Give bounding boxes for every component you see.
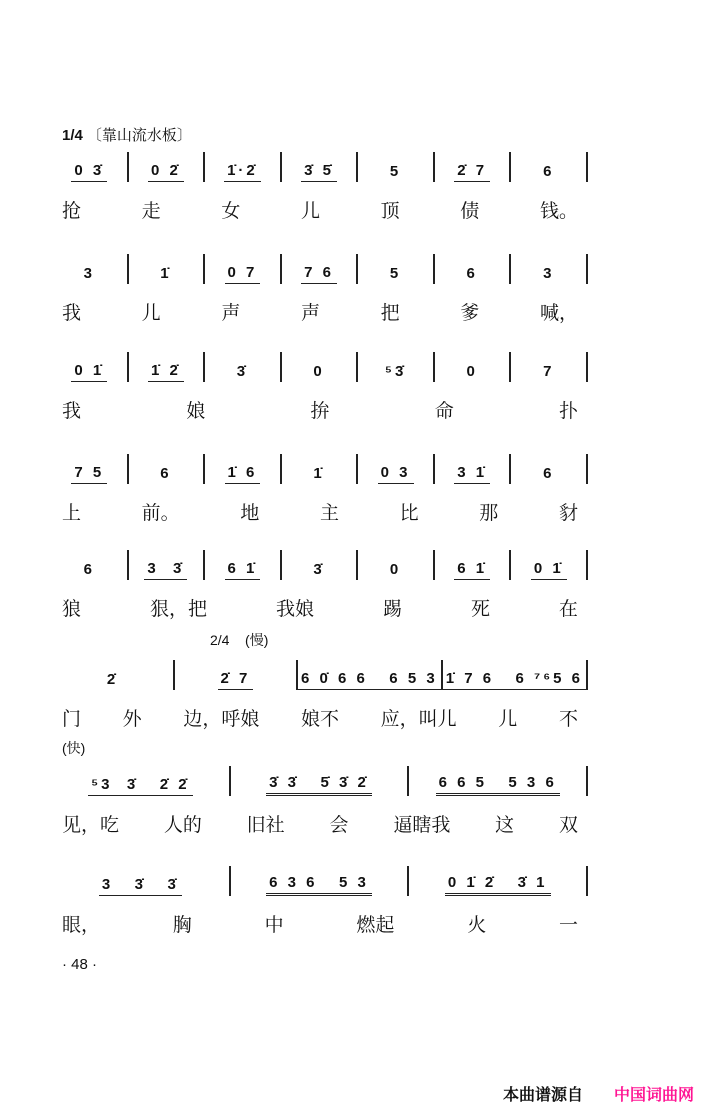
measure	[511, 363, 586, 382]
lyric: 娘	[186, 401, 206, 422]
barline	[586, 550, 588, 580]
lyric: 在	[558, 599, 578, 620]
notes-line	[52, 254, 588, 284]
time-signature: 1/4	[62, 127, 83, 144]
lyric: 儿	[141, 303, 161, 324]
notes-line	[52, 766, 588, 796]
lyric: 中	[264, 915, 284, 936]
section-header	[62, 124, 192, 145]
measure	[298, 670, 441, 690]
measure	[129, 560, 204, 580]
measure-notes: 2̇ 7	[218, 670, 254, 690]
lyric: 旧社	[246, 815, 285, 836]
notes-line	[52, 152, 588, 182]
measure	[282, 465, 357, 484]
measure-notes: 3	[543, 265, 555, 282]
measure	[511, 465, 586, 484]
measure	[358, 464, 433, 484]
measure	[129, 465, 204, 484]
notes-line	[52, 454, 588, 484]
lyric: 边，呼娘	[183, 709, 260, 730]
measure-notes: 3̇ 3̇ 5̇ 3̇ 2̇	[266, 774, 372, 796]
lyric: 人的	[163, 815, 202, 836]
measure-notes: 6 1̇	[225, 560, 261, 580]
lyric: 我	[62, 303, 82, 324]
lyric: 狼	[62, 599, 82, 620]
measure	[52, 464, 127, 484]
lyric: 火	[467, 915, 487, 936]
barline	[586, 254, 588, 284]
measure-notes: ⁵3̇	[384, 363, 407, 380]
lyric: 一	[558, 915, 578, 936]
measure	[409, 874, 586, 896]
barline	[586, 866, 588, 896]
measure-notes: ⁵3 3̇ 2̇ 2̇	[88, 776, 192, 796]
lyric: 地	[240, 503, 260, 524]
measure	[129, 162, 204, 182]
measure	[205, 560, 280, 580]
score-row	[52, 254, 588, 325]
lyric: 声	[300, 303, 320, 324]
footer-site-link[interactable]: 中国词曲网	[614, 1087, 695, 1104]
measure	[205, 264, 280, 284]
lyric: 比	[399, 503, 419, 524]
lyric: 爹	[460, 303, 480, 324]
measure-notes: 5	[389, 163, 402, 180]
lyric: 外	[122, 709, 142, 730]
measure-notes: 0 1̇ 2̇ 3̇ 1	[445, 874, 551, 896]
measure-notes: 6	[160, 465, 172, 482]
barline	[586, 352, 588, 382]
lyrics-line	[52, 396, 588, 423]
measure	[205, 363, 280, 382]
lyric: 这	[495, 815, 515, 836]
measure	[52, 561, 127, 580]
score-row	[52, 660, 588, 731]
measure	[52, 265, 127, 284]
measure	[282, 162, 357, 182]
measure-notes: 7 5	[71, 464, 107, 484]
lyric: 命	[434, 401, 454, 422]
measure-notes: 2̇	[106, 671, 119, 688]
measure-notes: 1̇	[160, 265, 172, 282]
notes-line	[52, 352, 588, 382]
lyrics-line	[52, 298, 588, 325]
measure	[231, 774, 408, 796]
score-row	[52, 152, 588, 223]
tempo-slow-mark: (慢)	[245, 632, 269, 648]
lyric: 主	[319, 503, 339, 524]
lyric: 前。	[141, 503, 180, 524]
measure-notes: 0 7	[225, 264, 261, 284]
lyric: 女	[221, 201, 241, 222]
lyric: 娘不	[300, 709, 339, 730]
measure	[511, 560, 586, 580]
lyric: 应，叫儿	[380, 709, 457, 730]
lyric: 双	[558, 815, 578, 836]
measure-notes: 3 3̇	[144, 560, 187, 580]
score-row	[52, 454, 588, 525]
tempo-fast-mark: (快)	[62, 740, 86, 756]
measure-notes: 0 3̇	[71, 162, 107, 182]
measure	[358, 265, 433, 284]
lyric: 声	[221, 303, 241, 324]
measure-notes: 1̇·2̇	[224, 162, 261, 182]
style-name: 〔靠山流水板〕	[86, 127, 192, 144]
lyric: 狠，把	[149, 599, 207, 620]
lyric: 见，吃	[62, 815, 120, 836]
lyric: 拚	[310, 401, 330, 422]
barline	[586, 660, 588, 690]
page-number: · 48 ·	[62, 956, 98, 973]
measure-notes: 1̇	[313, 465, 325, 482]
score-row	[52, 866, 588, 937]
measure-notes: 0 1̇	[71, 362, 107, 382]
measure	[435, 560, 510, 580]
measure-notes: 1̇ 6	[225, 464, 261, 484]
measure	[282, 264, 357, 284]
measure-notes: 6	[543, 465, 555, 482]
measure-notes: 2̇ 7	[454, 162, 490, 182]
measure-notes: 6 0̇ 6 6 6 5 3	[298, 670, 441, 690]
measure	[129, 265, 204, 284]
measure-notes: 7 6	[301, 264, 337, 284]
lyric: 胸	[172, 915, 192, 936]
measure-notes: 3	[83, 265, 95, 282]
measure-notes: 6	[83, 561, 95, 578]
lyric: 上	[62, 503, 82, 524]
measure-notes: 5	[389, 265, 402, 282]
measure-notes: 3 1̇	[454, 464, 490, 484]
measure-notes: 0	[389, 561, 402, 578]
measure	[409, 774, 586, 796]
measure-notes: 3̇	[313, 561, 325, 578]
score-row	[52, 550, 588, 621]
lyric: 抢	[62, 201, 82, 222]
measure	[52, 671, 173, 690]
measure	[511, 163, 586, 182]
measure	[511, 265, 586, 284]
score-row	[52, 352, 588, 423]
notes-line	[52, 866, 588, 896]
measure-notes: 3̇	[236, 363, 249, 380]
time-signature-2-4: 2/4	[210, 632, 230, 648]
barline	[586, 766, 588, 796]
tempo-slow-label	[210, 630, 268, 650]
measure-notes: 6 6 5 5 3 6	[436, 774, 560, 796]
measure-notes: 6	[543, 163, 555, 180]
measure	[231, 874, 408, 896]
lyric: 债	[460, 201, 480, 222]
measure-notes: 0 1̇	[531, 560, 567, 580]
measure	[52, 362, 127, 382]
measure	[52, 162, 127, 182]
measure	[435, 363, 510, 382]
measure	[358, 561, 433, 580]
measure	[52, 776, 229, 796]
barline	[586, 454, 588, 484]
measure-notes: 0 2̇	[148, 162, 184, 182]
measure-notes: 0 3	[378, 464, 414, 484]
measure-notes: 3 3̇ 3̇	[99, 876, 182, 896]
measure	[358, 163, 433, 182]
measure-notes: 7	[543, 363, 555, 380]
measure-notes: 0	[466, 363, 478, 380]
lyric: 顶	[380, 201, 400, 222]
measure-notes: 6	[466, 265, 478, 282]
lyric: 逼瞎我	[393, 815, 451, 836]
lyrics-line	[52, 594, 588, 621]
lyric: 死	[470, 599, 490, 620]
measure-notes: 1̇ 2̇	[148, 362, 184, 382]
measure	[175, 670, 296, 690]
measure-notes: 0	[313, 363, 325, 380]
measure	[435, 464, 510, 484]
lyric: 会	[329, 815, 349, 836]
measure	[205, 464, 280, 484]
measure	[435, 162, 510, 182]
lyrics-line	[52, 810, 588, 837]
lyric: 眼，	[62, 915, 101, 936]
lyrics-line	[52, 704, 588, 731]
lyric: 那	[479, 503, 499, 524]
measure	[358, 363, 433, 382]
lyrics-line	[52, 498, 588, 525]
lyrics-line	[52, 910, 588, 937]
lyric: 我娘	[275, 599, 314, 620]
lyric: 我	[62, 401, 82, 422]
measure-notes: 6 3 6 5 3	[266, 874, 372, 896]
lyric: 儿	[300, 201, 320, 222]
lyric: 燃起	[356, 915, 395, 936]
lyric: 钱。	[539, 201, 578, 222]
lyric: 喊，	[539, 303, 578, 324]
measure-notes: 1̇ 7 6 6 ⁷⁶5 6	[443, 670, 586, 690]
barline	[586, 152, 588, 182]
lyric: 豺	[558, 503, 578, 524]
footer-source-label: 本曲谱源自	[503, 1087, 584, 1104]
lyric: 走	[141, 201, 161, 222]
score-row	[52, 766, 588, 837]
measure	[443, 670, 586, 690]
measure	[205, 162, 280, 182]
lyric: 儿	[498, 709, 518, 730]
lyric: 把	[380, 303, 400, 324]
measure	[52, 876, 229, 896]
lyric: 门	[62, 709, 82, 730]
lyric: 扑	[558, 401, 578, 422]
measure-notes: 3̇ 5̇	[301, 162, 337, 182]
notes-line	[52, 660, 588, 690]
lyric: 踢	[382, 599, 402, 620]
measure	[282, 363, 357, 382]
measure	[435, 265, 510, 284]
notes-line	[52, 550, 588, 580]
measure-notes: 6 1̇	[454, 560, 490, 580]
measure	[282, 561, 357, 580]
lyrics-line	[52, 196, 588, 223]
lyric: 不	[558, 709, 578, 730]
measure	[129, 362, 204, 382]
